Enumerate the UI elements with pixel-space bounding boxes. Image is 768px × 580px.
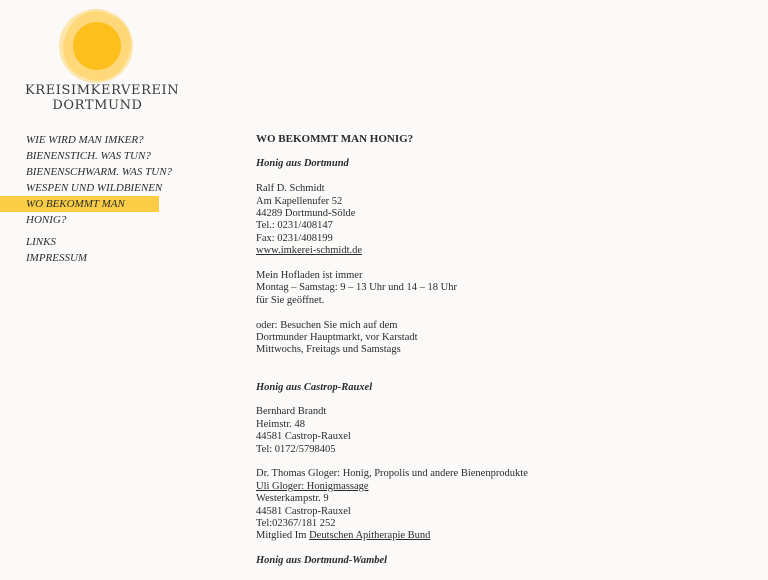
section-heading-wambel: Honig aus Dortmund-Wambel: [256, 555, 388, 567]
logo-line-2: DORTMUND: [52, 98, 143, 113]
nav-item-links[interactable]: LINKS: [26, 236, 56, 248]
nav-item-honig[interactable]: WO BEKOMMT MAN HONIG?: [0, 196, 159, 212]
section-heading-dortmund: Honig aus Dortmund: [256, 158, 349, 170]
shop-hours: Mein Hofladen ist immer Montag – Samstag: 9 – 13 Uhr und 14 – 18 Uhr für Sie geöffnet.: [256, 270, 457, 306]
nav-item-impressum[interactable]: IMPRESSUM: [26, 252, 88, 264]
website-link[interactable]: www.imkerei-schmidt.de: [256, 245, 363, 257]
nav-item-bienenschwarm[interactable]: BIENENSCHWARM. WAS TUN?: [26, 166, 173, 178]
nav-item-imker[interactable]: WIE WIRD MAN IMKER?: [26, 134, 144, 146]
main-content: [256, 133, 736, 580]
logo-text: [25, 83, 180, 113]
section-heading-castrop: Honig aus Castrop-Rauxel: [256, 381, 373, 393]
market-info: oder: Besuchen Sie mich auf dem Dortmunder Hauptmarkt, vor Karstadt Mittwochs, Freitags und Samstags: [256, 319, 418, 356]
sidebar-nav: [0, 132, 200, 266]
apitherapie-link[interactable]: Deutschen Apitherapie Bund: [309, 530, 431, 542]
sun-logo-icon: [59, 9, 133, 83]
nav-item-wespen[interactable]: WESPEN UND WILDBIENEN: [26, 182, 163, 194]
logo[interactable]: [0, 0, 200, 120]
contact-schmidt: Ralf D. Schmidt Am Kapellenufer 52 44289 Dortmund-Sölde Tel.: 0231/408147 Fax: 0231/408199 www.imkerei-schmidt.de: [256, 183, 363, 257]
page-title: WO BEKOMMT MAN HONIG?: [256, 133, 414, 145]
contact-gloger: Dr. Thomas Gloger: Honig, Propolis und andere Bienenprodukte Uli Gloger: Honigmassage Westerkampstr. 9 44581 Castrop-Rauxel Tel:02367/181 252 Mitglied Im Deutschen Apitherapie Bund: [256, 468, 528, 542]
logo-line-1: KREISIMKERVEREIN: [25, 83, 180, 98]
contact-brandt: Bernhard Brandt Heimstr. 48 44581 Castrop-Rauxel Tel: 0172/5798405: [256, 406, 351, 455]
nav-item-bienenstich[interactable]: BIENENSTICH. WAS TUN?: [26, 150, 151, 162]
honigmassage-link[interactable]: Uli Gloger: Honigmassage: [256, 480, 369, 492]
